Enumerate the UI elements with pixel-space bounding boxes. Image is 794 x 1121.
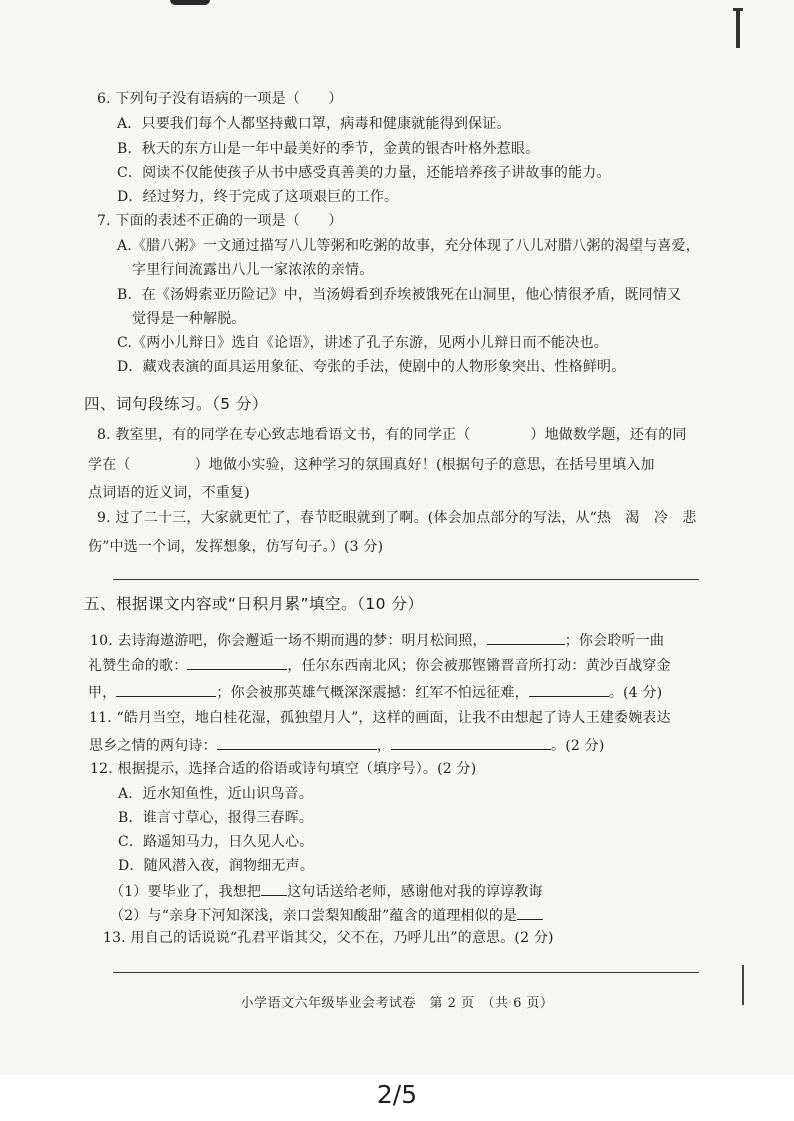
answer-line[interactable] <box>113 579 699 580</box>
question-6-stem: 6. 下列句子没有语病的一项是（ ） <box>97 91 343 107</box>
question-7-option-a: A.《腊八粥》一文通过描写八儿等粥和吃粥的故事，充分体现了八儿对腊八粥的渴望与喜爱， <box>117 238 700 254</box>
question-12-sub-2 <box>110 905 543 925</box>
question-9-line-1: 9. 过了二十三，大家就更忙了，春节眨眼就到了啊。(体会加点部分的写法，从“热 渴 冷 悲 <box>97 510 697 526</box>
page-indicator: 2/5 <box>376 1080 418 1109</box>
question-12-option-d: D．随风潜入夜，润物细无声。 <box>118 858 315 874</box>
section-4-heading: 四、词句段练习。（5 分） <box>84 395 269 413</box>
question-8-line-3: 点词语的近义词，不重复) <box>88 485 250 501</box>
fill-blank[interactable] <box>217 735 377 750</box>
question-11-text: ， <box>376 738 392 754</box>
question-11-line-2 <box>89 735 605 755</box>
question-8-text: ）地做数学题，还有的同 <box>530 427 687 443</box>
question-10-line-2 <box>88 655 671 675</box>
question-8-line-1 <box>97 426 687 444</box>
fill-blank[interactable] <box>116 682 216 697</box>
question-6-option-c: C．阅读不仅能使孩子从书中感受真善美的力量，还能培养孩子讲故事的能力。 <box>117 165 611 181</box>
question-8-text: ）地做小实验，这种学习的氛围真好！(根据句子的意思，在括号里填入加 <box>194 457 655 473</box>
question-8-text: 学在（ <box>88 457 131 473</box>
question-7-stem: 7. 下面的表述不正确的一项是（ ） <box>97 213 343 229</box>
scan-artifact <box>736 8 740 48</box>
page-footer: 小学语文六年级毕业会考试卷 第 2 页 （共 6 页） <box>240 996 554 1011</box>
fill-blank[interactable] <box>487 630 565 645</box>
question-7-option-b-cont: 觉得是一种解脱。 <box>132 311 246 327</box>
fill-blank[interactable] <box>261 881 287 896</box>
question-10-text: ，任尔东西南北风；你会被那铿锵晋音所打动：黄沙百战穿金 <box>287 658 671 674</box>
question-8-text: 8. 教室里，有的同学在专心致志地看语文书，有的同学正（ <box>97 427 471 443</box>
question-10-line-1 <box>90 630 664 650</box>
question-10-text: ；你会被那英雄气概深深震撼：红军不怕远征难， <box>216 685 529 701</box>
question-12-sub-1 <box>110 881 543 901</box>
question-12-option-a: A．近水知鱼性，近山识鸟音。 <box>118 786 313 802</box>
question-12-text: （2）与“亲身下河知深浅，亲口尝梨知酸甜”蕴含的道理相似的是 <box>110 908 518 924</box>
question-12-text: 这句话送给老师，感谢他对我的谆谆教诲 <box>287 884 543 900</box>
question-10-text: 礼赞生命的歌： <box>88 658 188 674</box>
answer-line[interactable] <box>113 972 699 973</box>
fill-blank[interactable] <box>529 682 609 697</box>
question-11-text: 。(2 分) <box>551 738 605 754</box>
question-6-option-a: A．只要我们每个人都坚持戴口罩，病毒和健康就能得到保证。 <box>117 116 511 132</box>
question-10-text: 10. 去诗海遨游吧，你会邂逅一场不期而遇的梦：明月松间照， <box>90 633 487 649</box>
question-11-line-1: 11. “皓月当空，地白桂花湿，孤独望月人”，这样的画面，让我不由想起了诗人王建委婉表达 <box>89 710 671 726</box>
section-5-heading: 五、根据课文内容或“日积月累”填空。（10 分） <box>84 595 424 613</box>
question-8-line-2 <box>88 456 655 474</box>
question-6-option-b: B．秋天的东方山是一年中最美好的季节，金黄的银杏叶格外惹眼。 <box>117 141 540 157</box>
question-10-text: ；你会聆听一曲 <box>564 633 665 649</box>
question-12-option-c: C．路遥知马力，日久见人心。 <box>118 834 314 850</box>
question-11-text: 思乡之情的两句诗： <box>89 738 217 754</box>
question-10-text: 。(4 分) <box>608 685 663 701</box>
question-7-option-b: B．在《汤姆索亚历险记》中，当汤姆看到乔埃被饿死在山洞里，他心情很矛盾，既同情又 <box>117 287 682 303</box>
fill-blank[interactable] <box>517 905 543 920</box>
fill-blank[interactable] <box>391 735 551 750</box>
question-7-option-a-cont: 字里行间流露出八儿一家浓浓的亲情。 <box>132 262 374 278</box>
question-12-text: （1）要毕业了，我想把 <box>110 884 262 900</box>
question-9-line-2: 伤”中选一个词，发挥想象，仿写句子。）(3 分) <box>88 539 384 555</box>
question-6-option-d: D．经过努力，终于完成了这项艰巨的工作。 <box>117 189 399 205</box>
scan-artifact <box>170 0 210 5</box>
question-12-stem: 12. 根据提示，选择合适的俗语或诗句填空（填序号）。(2 分) <box>90 761 477 777</box>
question-7-option-c: C.《两小儿辩日》选自《论语》，讲述了孔子东游，见两小儿辩日而不能决也。 <box>117 335 608 351</box>
question-10-line-3 <box>88 682 662 702</box>
question-12-option-b: B．谁言寸草心，报得三春晖。 <box>118 810 314 826</box>
question-10-text: 甲， <box>88 685 117 701</box>
question-13-stem: 13. 用自己的话说说“孔君平诣其父，父不在，乃呼儿出”的意思。(2 分) <box>103 930 554 946</box>
fill-blank[interactable] <box>187 655 287 670</box>
question-7-option-d: D．藏戏表演的面具运用象征、夸张的手法，使剧中的人物形象突出、性格鲜明。 <box>117 359 626 375</box>
